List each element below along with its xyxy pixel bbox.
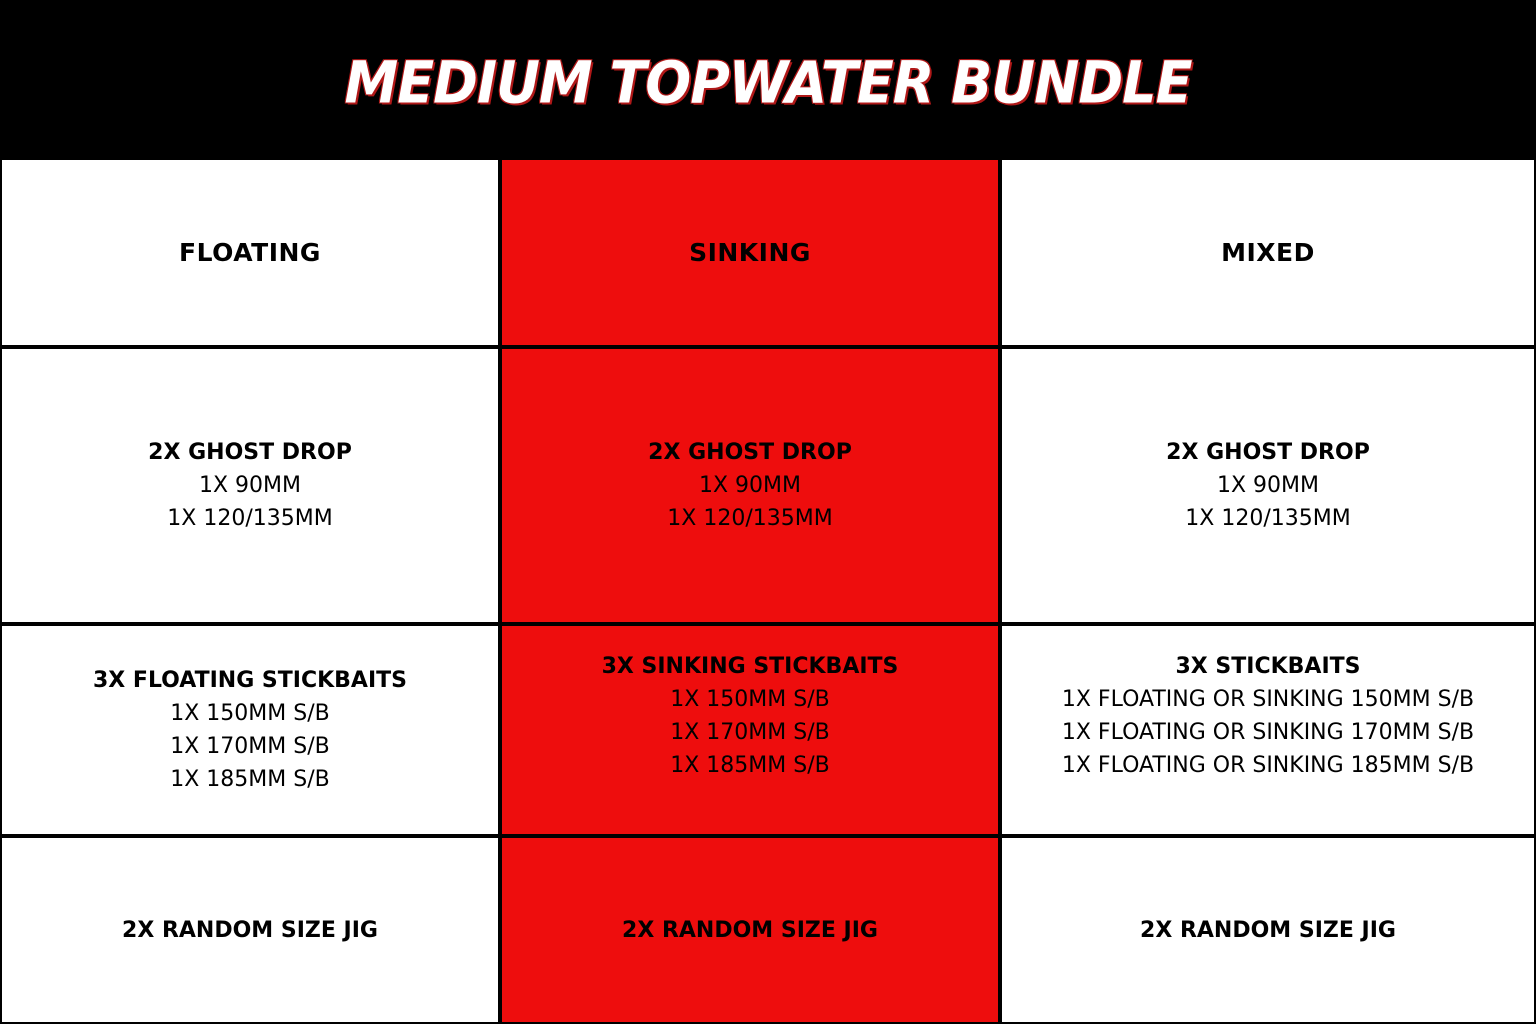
item-line: 1X 170MM S/B (170, 734, 330, 759)
item-line: 1X 120/135MM (667, 506, 833, 531)
item-line: 1X 150MM S/B (170, 701, 330, 726)
bundle-table (0, 158, 1536, 1024)
column-header-mixed (1000, 158, 1536, 347)
cell-mixed-stickbaits (1000, 624, 1536, 836)
item-line: 1X 90MM (1216, 473, 1320, 498)
item-heading: 2X GHOST DROP (648, 440, 852, 465)
cell-floating-ghost-drop (0, 347, 500, 624)
cell-floating-jig (0, 836, 500, 1024)
item-heading: 2X RANDOM SIZE JIG (1140, 917, 1396, 943)
item-line: 1X 170MM S/B (670, 720, 830, 745)
item-heading: 2X RANDOM SIZE JIG (122, 917, 378, 943)
item-heading: 2X RANDOM SIZE JIG (622, 917, 878, 943)
item-heading: 3X SINKING STICKBAITS (601, 654, 899, 679)
item-line: 1X FLOATING OR SINKING 185MM S/B (1061, 753, 1475, 778)
item-heading: 2X GHOST DROP (1166, 440, 1370, 465)
item-line: 1X 120/135MM (167, 506, 333, 531)
item-line: 1X 150MM S/B (670, 687, 830, 712)
cell-mixed-ghost-drop (1000, 347, 1536, 624)
cell-sinking-jig (500, 836, 1000, 1024)
column-heading: SINKING (689, 238, 811, 267)
item-line: 1X 90MM (198, 473, 302, 498)
column-heading: MIXED (1221, 238, 1315, 267)
item-line: 1X FLOATING OR SINKING 170MM S/B (1061, 720, 1475, 745)
column-header-sinking (500, 158, 1000, 347)
item-heading: 2X GHOST DROP (148, 440, 352, 465)
page-title: MEDIUM TOPWATER BUNDLE (344, 47, 1192, 117)
column-header-floating (0, 158, 500, 347)
cell-mixed-jig (1000, 836, 1536, 1024)
item-line: 1X 120/135MM (1185, 506, 1351, 531)
cell-sinking-stickbaits (500, 624, 1000, 836)
item-line: 1X 185MM S/B (170, 767, 330, 792)
column-heading: FLOATING (179, 238, 321, 267)
item-line: 1X 185MM S/B (670, 753, 830, 778)
cell-sinking-ghost-drop (500, 347, 1000, 624)
item-heading: 3X STICKBAITS (1175, 654, 1361, 679)
item-heading: 3X FLOATING STICKBAITS (92, 668, 407, 693)
header-banner (0, 0, 1536, 158)
item-line: 1X 90MM (698, 473, 802, 498)
cell-floating-stickbaits (0, 624, 500, 836)
item-line: 1X FLOATING OR SINKING 150MM S/B (1061, 687, 1475, 712)
